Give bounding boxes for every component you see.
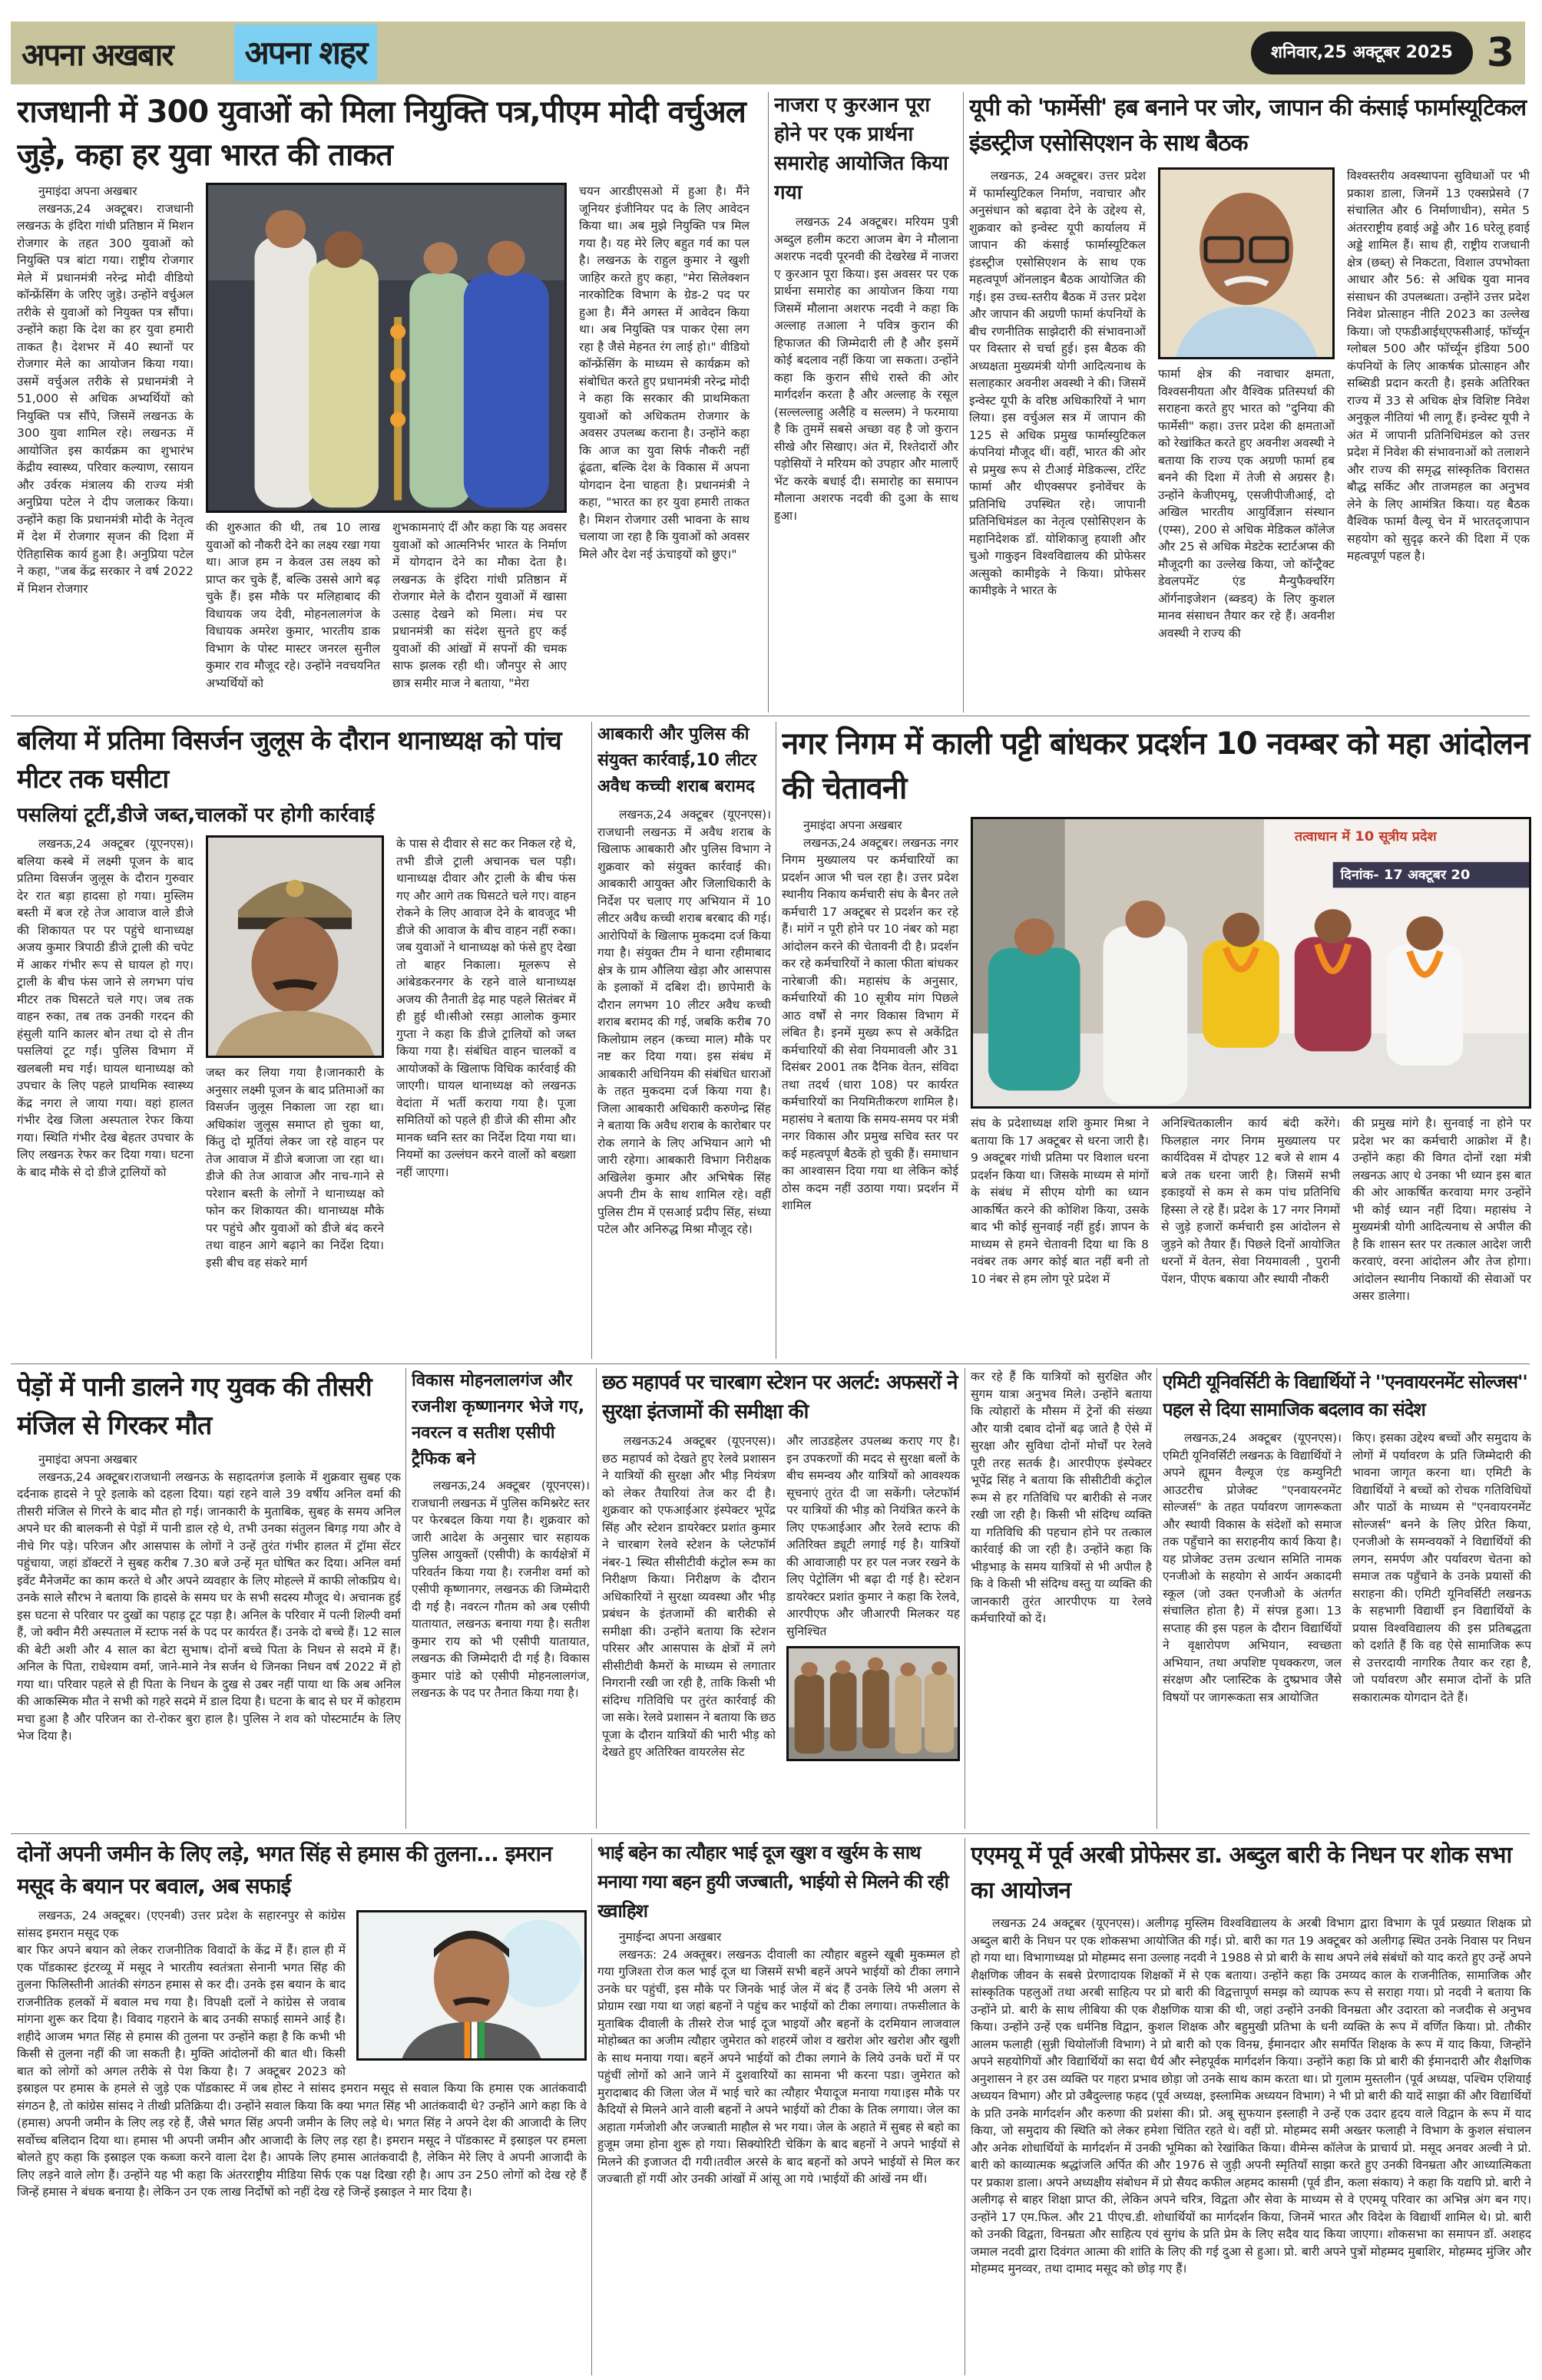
article-body-col2: संघ के प्रदेशाध्यक्ष शशि कुमार मिश्रा ने बताया कि 17 अक्टूबर से धरना जारी है। 9 अक्टूबर गांधी प्रतिमा पर विशाल धरना प्रदर्शन किया था। जिसके माध्यम से मांगों के संबंध में सीएम योगी का ध्यान आकर्षित करने की कोशिश किया, उसके बाद भी कोई सुनवाई नहीं हुई। ज्ञापन के माध्यम से हमने चेतावनी दिया था कि 8 नवंबर तक अगर कोई बात नहीं बनी तो 10 नंबर से हम लोग पूरे प्रदेश में xyxy=(971,1116,1149,1286)
column-divider xyxy=(591,722,592,1359)
article-pharma xyxy=(969,91,1530,711)
headline: यूपी को 'फार्मेसी' हब बनाने पर जोर, जापान की कंसाई फार्मास्यूटिकल इंडस्ट्रीज एसोसिएशन के साथ बैठक xyxy=(969,94,1527,157)
section-divider xyxy=(11,1833,1530,1834)
article-acp xyxy=(412,1368,590,1829)
protest-scene xyxy=(973,819,1529,1106)
headline: आबकारी और पुलिस की संयुक्त कार्रवाई,10 लीटर अवैध कच्ची शराब बरामद xyxy=(597,725,757,796)
headline: पेड़ों में पानी डालने गए युवक की तीसरी मंजिल से गिरकर मौत xyxy=(17,1372,372,1441)
article-body-col4: की प्रमुख मांगे है। सुनवाई ना होने पर प्रदेश भर का कर्मचारी आक्रोश में है। उन्होंने कहा की विगत दोनों रक्षा मंत्री लखनऊ आए थे उनका भी ध्यान इस बात की ओर आकर्षित करवाया मगर उन्होंने भी कोई ध्यान नहीं दिया। महासंघ ने मुख्यमंत्री योगी आदित्यनाथ से अपील की है कि शासन स्तर पर तत्काल आदेश जारी करवाएं, वरना आंदोलन और तेज होगा। आंदोलन स्थानीय निकायों की सेवाओं पर असर डालेगा। xyxy=(1352,1116,1531,1303)
article-amity xyxy=(1163,1368,1531,1829)
headline: नाजरा ए कुरआन पूरा होने पर एक प्रार्थना समारोह आयोजित किया गया xyxy=(774,94,948,204)
section-tag: अपना शहर xyxy=(234,25,378,81)
article-rozgar xyxy=(17,91,762,711)
column-divider xyxy=(591,1838,592,2375)
article-body-col1: लखनऊ,24 अक्टूबर। लखनऊ नगर निगम मुख्यालय पर कर्मचारियों का प्रदर्शन आज भी चल रहा है। उत्तर प्रदेश स्थानीय निकाय कर्मचारी संघ के बैनर तले कर्मचारी 17 अक्टूबर से प्रदर्शन कर रहे हैं। मांगें न पूरी होने पर 10 नंबर को महा आंदोलन करने की चेतावनी दी है। प्रदर्शन कर रहे कर्मचारियों ने काला फीता बांधकर नारेबाजी की। महासंघ के अनुसार, कर्मचारियों की 10 सूत्रीय मांग पिछले आठ वर्षों से नगर विकास विभाग में लंबित है। इनमें मुख्य रूप से अकेंद्रित कर्मचारियों की सेवा नियमावली और 31 दिसंबर 2001 तक दैनिक वेतन, संविदा तथा तदर्थ (धारा 108) पर कार्यरत कर्मचारियों का नियमितीकरण शामिल है। महासंघ ने बताया कि समय-समय पर मंत्री नगर विकास और प्रमुख सचिव स्तर पर कई महत्वपूर्ण बैठकें हो चुकी हैं। समाधान का आश्वासन दिया गया था लेकिन कोई ठोस कदम नहीं उठाया गया। प्रदर्शन में शामिल xyxy=(782,835,958,1212)
article-amu xyxy=(971,1838,1531,2375)
byline: नुमाइंदा अपना अखबार xyxy=(38,1453,137,1466)
article-body-col1: बार फिर अपने बयान को लेकर राजनीतिक विवादों के केंद्र में हैं। हाल ही में एक पॉडकास्ट इंटरव्यू में मसूद ने भारतीय स्वतंत्रता सेनानी भगत सिंह की तुलना फिलिस्तीनी आतंकी संगठन हमास से कर दी। उनके इस बयान के बाद राजनीतिक हलकों में बवाल मच गया है। विपक्षी दलों ने कांग्रेस से जवाब मांगना शुरू कर दिया है। विवाद गहराने के बाद उनकी सफाई सामने आई है। शहीदे आजम भगत सिंह से हमास की तुलना पर उन्होंने कहा है कि कभी भी किसी से तुलना नहीं की xyxy=(17,1943,346,2061)
police-inspection-scene xyxy=(789,1648,958,1759)
article-body: लखनऊ,24 अक्टूबर (यूएनएस)। राजधानी लखनऊ में पुलिस कमिश्नरेट स्तर पर फेरबदल किया गया है। शुक्रवार को जारी आदेश के अनुसार चार सहायक पुलिस आयुक्तों (एसीपी) के कार्यक्षेत्रों में परिवर्तन किया गया है। रजनीश वर्मा को एसीपी कृष्णानगर, लखनऊ की जिम्मेदारी दी गई है। नवरत्न गौतम को अब एसीपी यातायात, लखनऊ बनाया गया है। सतीश कुमार राय को भी एसीपी यातायात, लखनऊ की जिम्मेदारी दी गई है। विकास कुमार पांडे को एसीपी मोहनलालगंज, लखनऊ के पद पर तैनात किया गया है। xyxy=(412,1479,590,1700)
banner-text-2: दिनांक- 17 अक्टूबर 20 xyxy=(1340,868,1471,883)
article-body: लखनऊ,24 अक्टूबर।राजधानी लखनऊ के सहादतगंज इलाके में शुक्रवार सुबह एक दर्दनाक हादसे ने पूरे इलाके को दहला दिया। यहां रहने वाले 39 वर्षीय अनिल वर्मा की तीसरी मंजिल से गिरने के बाद मौत हो गई। जानकारी के मुताबिक, सुबह के समय अनिल अपने घर की बालकनी से पेड़ों में पानी डाल रहे थे, तभी उनका संतुलन बिगड़ गया और वे नीचे गिर पड़े। परिजन और आसपास के लोगों ने उन्हें तुरंत गंभीर हालत में ट्रॉमा सेंटर पहुंचाया, जहां डॉक्टरों ने सुबह करीब 7.30 बजे उन्हें मृत घोषित कर दिया। अनिल वर्मा इवेंट मैनेजमेंट का काम करते थे और अपने व्यवहार के लिए मोहल्ले में काफी लोकप्रिय थे। उनके साले सौरभ ने बताया कि हादसे के समय घर के सभी सदस्य मौजूद थे। अचानक हुई इस घटना से परिवार पर दुखों का पहाड़ टूट पड़ा है। अनिल के परिवार में पत्नी शिल्पी वर्मा हैं, जो क्वीन मैरी अस्पताल में स्टाफ नर्स के पद पर कार्यरत हैं। उनके दो बच्चे हैं। 12 साल की बेटी अशी और 4 साल का बेटा सुभाष। दोनों बच्चे पिता के निधन से सदमे में हैं। अनिल के पिता, राधेश्याम वर्मा, जाने-माने नेत्र सर्जन थे जिनका निधन वर्ष 2022 में हो गया था। परिवार पहले से ही पिता के निधन के दुख से उबर नहीं पाया था कि अब अनिल की आकस्मिक मौत ने सभी को गहरे सदमे में डाल दिया है। घटना के बाद से घर में कोहराम मचा हुआ है और परिजन का रो-रोकर बुरा हाल है। पुलिस ने शव को पोस्टमार्टम के लिए भेज दिया है। xyxy=(17,1469,401,1743)
article-body-col2: और लाउडहेलर उपलब्ध कराए गए है। इन उपकरणों की मदद से सुरक्षा बलों के बीच समन्वय और यात्रियों को आवश्यक सूचनाएं तुरंत दी जा सकेंगी। प्लेटफॉर्म पर यात्रियों की भीड़ को नियंत्रित करने के लिए एफआईआर और रेलवे स्टाफ की अतिरिक्त ड्यूटी लगाई गई है। यात्रियों की आवाजाही पर हर पल नजर रखने के लिए पेट्रोलिंग भी बढ़ा दी गई है। स्टेशन डायरेक्टर प्रशांत कुमार ने कहा कि रेलवे, आरपीएफ और जीआरपी मिलकर यह सुनिश्चित xyxy=(786,1434,960,1638)
article-body: लखनऊ,24 अक्टूबर (यूएनएस)। राजधानी लखनऊ में अवैध शराब के खिलाफ आबकारी और पुलिस विभाग ने शुक्रवार को संयुक्त कार्रवाई की। आबकारी आयुक्त और जिलाधिकारी के निर्देश पर चलाए गए अभियान में 10 लीटर अवैध कच्ची शराब बरबाद की गई। आरोपियों के खिलाफ मुकदमा दर्ज किया गया है। संयुक्त टीम ने थाना रहीमाबाद क्षेत्र के ग्राम औलिया खेड़ा और आसपास के इलाकों में दबिश दी। छापेमारी के दौरान लगभग 10 लीटर अवैध कच्ची शराब बरामद की गई, जबकि करीब 70 किलोग्राम लहन (कच्चा माल) मौके पर नष्ट कर दिया गया। इस संबंध में आबकारी अधिनियम की संबंधित धाराओं के तहत मुकदमा दर्ज किया गया है। जिला आबकारी अधिकारी करुणेन्द्र सिंह ने बताया कि अवैध शराब के कारोबार पर रोक लगाने के लिए अभियान आगे भी जारी रहेगा। आबकारी विभाग निरीक्षक अखिलेश कुमार और अभिषेक सिंह अपनी टीम के साथ शामिल रहे। वहीं पुलिस टीम में एसआई प्रदीप सिंह, संध्या पटेल और अनिरुद्ध मिश्रा मौजूद रहे। xyxy=(597,808,771,1236)
subheadline: पसलियां टूटीं,डीजे जब्त,चालकों पर होगी कार्रवाई xyxy=(17,804,375,827)
article-lead: लखनऊ, 24 अक्टूबर। (एएनबी) उत्तर प्रदेश के सहारनपुर से कांग्रेस सांसद इमरान मसूद एक xyxy=(17,1909,346,1940)
article-quran xyxy=(774,91,958,711)
headline: एएमयू में पूर्व अरबी प्रोफेसर डा. अब्दुल बारी के निधन पर शोक सभा का आयोजन xyxy=(971,1842,1512,1904)
headline: राजधानी में 300 युवाओं को मिला नियुक्ति पत्र,पीएम मोदी वर्चुअल जुड़े, कहा हर युवा भारत की ताकत xyxy=(17,94,746,173)
byline: नुमाइंदा अपना अखबार xyxy=(803,818,902,832)
column-divider xyxy=(963,92,964,712)
article-ped xyxy=(17,1368,401,1829)
speaker-portrait xyxy=(359,1912,584,2058)
article-body-col1: लखनऊ,24 अक्टूबर। राजधानी लखनऊ के इंदिरा गांधी प्रतिष्ठान में मिशन रोजगार के तहत 300 युवाओं को नियुक्ति पत्र बांटा गया। राष्ट्रीय रोजगार मेले में प्रधानमंत्री नरेन्द्र मोदी वीडियो कॉन्फ्रेंसिंग के जरिए जुड़े। उन्होंने वर्चुअल तरीके से युवाओं को नियुक्त पत्र सौंपा। उन्होंने कहा कि देश का हर युवा हमारी ताकत है। देशभर में 40 स्थानों पर रोजगार मेले का आयोजन किया गया। उसमें वर्चुअल तरीके से प्रधानमंत्री ने 51,000 से अधिक अभ्यर्थियों को नियुक्ति पत्र सौंपे, जिसमें लखनऊ के 300 युवा शामिल रहे। लखनऊ में आयोजित इस कार्यक्रम का शुभारंभ केंद्रीय स्वास्थ्य, परिवार कल्याण, रसायन और उर्वरक मंत्रालय की राज्य मंत्री अनुप्रिया पटेल ने दीप जलाकर किया। उन्होंने कहा कि प्रधानमंत्री मोदी के नेतृत्व में देश में रोजगार सृजन की दिशा में ऐतिहासिक कार्य हुआ है। अनुप्रिया पटेल ने कहा, "जब केंद्र सरकार ने वर्ष 2022 में मिशन रोजगार xyxy=(17,201,194,596)
issue-date: शनिवार,25 अक्टूबर 2025 xyxy=(1251,31,1473,74)
article-masood xyxy=(17,1838,587,2375)
column-divider xyxy=(596,1368,597,1829)
police-officer-portrait xyxy=(208,838,382,1056)
article-body: लखनऊ 24 अक्टूबर। मरियम पुत्री अब्दुल हलीम कटरा आजम बेग ने मौलाना अशरफ नदवी पूरनवी की देखरेख में नाजरा ए कुरआन पूरा किया। इस अवसर पर एक प्रार्थना समारोह का आयोजन किया गया जिसमें मौलाना अशरफ नदवी ने कहा कि अल्लाह तआला ने पवित्र कुरान की हिफाजत की जिम्मेदारी ली है और इसमें कोई बदलाव नहीं किया जा सकता। उन्होंने कहा कि कुरान सीधे रास्ते की ओर मार्गदर्शन करता है और अल्लाह के रसूल (सल्लल्लाहु अलैहि व सल्लम) ने फरमाया है कि तुममें सबसे अच्छा वह है जो कुरान सीखे और सिखाए। अंत में, रिश्तेदारों और पड़ोसियों ने मरियम को उपहार और मालाएँ भेंट करके बधाई दी। समारोह का समापन मौलाना अशरफ नदवी की दुआ के साथ हुआ। xyxy=(774,215,958,523)
event-photo xyxy=(206,183,567,513)
article-chhath-continued xyxy=(971,1368,1152,1829)
portrait-photo xyxy=(1158,167,1335,359)
masood-photo xyxy=(356,1910,587,2061)
headline: विकास मोहनलालगंज और रजनीश कृष्णानगर भेजे गए, नवरत्न व सतीश एसीपी ट्रैफिक बने xyxy=(412,1371,585,1469)
article-body-col1: लखनऊ, 24 अक्टूबर। उत्तर प्रदेश में फार्मास्युटिकल निर्माण, नवाचार और अनुसंधान को बढ़ावा देने के उद्देश्य से, शुक्रवार को इन्वेस्ट यूपी कार्यालय में जापान की कंसाई फार्मास्यूटिकल इंडस्ट्रीज एसोसिएशन के साथ एक महत्वपूर्ण ऑनलाइन बैठक आयोजित की गई। इस उच्च-स्तरीय बैठक में उत्तर प्रदेश और जापान की अग्रणी फार्मा कंपनियों के बीच रणनीतिक साझेदारी की संभावनाओं पर विस्तार से चर्चा हुई। इस बैठक की अध्यक्षता मुख्यमंत्री योगी आदित्यनाथ के सलाहकार अवनीश अवस्थी ने की। जिसमें इन्वेस्ट यूपी के वरिष्ठ अधिकारियों ने भाग लिया। इस वर्चुअल सत्र में जापान की 125 से अधिक प्रमुख फार्मास्युटिकल कंपनियां मौजूद थीं। वहीं, भारत की ओर से प्रमुख रूप से टीआई मेडिकल्स, टॉरेंट फार्मा और थीएक्सपर इनोवेंचर के प्रतिनिधि उपस्थित रहे। जापानी प्रतिनिधिमंडल का नेतृत्व एसोसिएशन के महानिदेशक डॉ. योशिकाजु हयाशी और चुओ गाकुइन विश्वविद्यालय की प्रोफेसर अत्सुको कामीइके ने किया। प्रोफेसर कामीइके ने भारत के xyxy=(969,169,1146,597)
article-body-col3: शुभकामनाएं दीं और कहा कि यह अवसर युवाओं को आत्मनिर्भर भारत के निर्माण में योगदान देने का मौका देता है। लखनऊ के इंदिरा गांधी प्रतिष्ठान में रोजगार मेले के दौरान युवाओं में खासा उत्साह देखने को मिला। मंच पर प्रधानमंत्री का संदेश सुनते हुए कई युवाओं की आंखों में सपनों की चमक साफ झलक रही थी। जौनपुर से आए छात्र समीर माज ने बताया, "मेरा xyxy=(392,521,567,690)
column-divider xyxy=(1156,1368,1157,1829)
masthead xyxy=(11,21,1525,84)
lamp-lighting-photo xyxy=(208,185,564,511)
byline: नुमाईन्दा अपना अखबार xyxy=(619,1930,722,1944)
article-body-col3: कर रहे हैं कि यात्रियों को सुरक्षित और सुगम यात्रा अनुभव मिले। उन्होंने बताया कि त्योहारों के मौसम में ट्रेनों की संख्या और यात्री दबाव दोनों बढ़ जाते है ऐसे में सुरक्षा और सुविधा दोनों मोर्चों पर रेलवे पूरी तरह सतर्क है। आरपीएफ इंस्पेक्टर भूपेंद्र सिंह ने बताया कि सीसीटीवी कंट्रोल रूम से हर गतिविधि पर बारीकी से नजर रखी जा रही है। किसी भी संदिग्ध व्यक्ति या गतिविधि की पहचान होने पर तत्काल कार्रवाई की जा रही है। उन्होंने कहा कि भीड़भाड़ के समय यात्रियों से भी अपील है कि वे किसी भी संदिग्ध वस्तु या व्यक्ति की जानकारी तुरंत आरपीएफ या रेलवे कर्मचारियों को दें। xyxy=(971,1370,1152,1625)
officer-photo xyxy=(206,835,384,1058)
article-body-col1: लखनऊ24 अक्टूबर (यूएनएस)। छठ महापर्व को देखते हुए रेलवे प्रशासन ने यात्रियों की सुरक्षा और भीड़ नियंत्रण को लेकर तैयारियां तेज कर दी है। शुक्रवार को एफआईआर इंस्पेक्टर भूपेंद्र सिंह और स्टेशन डायरेक्टर प्रशांत कुमार ने चारबाग रेलवे स्टेशन के प्लेटफॉर्म नंबर-1 स्थित सीसीटीवी कंट्रोल रूम का निरीक्षण किया। निरीक्षण के दौरान अधिकारियों ने सुरक्षा व्यवस्था और भीड़ प्रबंधन के इंतजामों की बारीकी से समीक्षा की। उन्होंने बताया कि स्टेशन परिसर और आसपास के क्षेत्रों में लगे सीसीटीवी कैमरों के माध्यम से लगातार निगरानी रखी जा रही है, ताकि किसी भी संदिग्ध गतिविधि पर तुरंत कार्रवाई की जा सके। रेलवे प्रशासन ने बताया कि छठ पूजा के दौरान यात्रियों की भारी भीड़ को देखते हुए अतिरिक्त वायरलेस सेट xyxy=(602,1434,776,1759)
headline: बलिया में प्रतिमा विसर्जन जुलूस के दौरान थानाध्यक्ष को पांच मीटर तक घसीटा xyxy=(17,726,561,795)
article-body-col2: किए। इसका उद्देश्य बच्चों और समुदाय के लोगों में पर्यावरण के प्रति जिम्मेदारी की भावना जागृत करना था। एमिटी के विद्यार्थियों ने बच्चों को रोचक गतिविधियों और पाठों के माध्यम से "एनवायरनमेंट सोल्जर्स" बनने के लिए प्रेरित किया, एनजीओ के समन्वयकों ने विद्यार्थियों की लगन, समर्पण और पर्यावरण चेतना को समाज तक पहुँचाने के उनके प्रयासों की सराहना की। एमिटी यूनिवर्सिटी लखनऊ के सहभागी विद्यार्थी इन विद्यार्थियों के प्रयास विश्वविद्यालय की इस प्रतिबद्धता को दर्शाते हैं कि वह ऐसे सामाजिक रूप से उत्तरदायी नागरिक तैयार कर रहा है, जो पर्यावरण और समाज दोनों के प्रति सकारात्मक योगदान देते हैं। xyxy=(1352,1431,1531,1704)
article-body-col3: अनिश्चितकालीन कार्य बंदी करेंगे। फिलहाल नगर निगम मुख्यालय पर कार्यदिवस में दोपहर 12 बजे से शाम 4 बजे तक धरना जारी है। जिसमें सभी इकाइयों से कम से कम पांच प्रतिनिधि हिस्सा ले रहे हैं। प्रदेश के 17 नगर निगमों से जुड़े हजारों कर्मचारी इस आंदोलन से जुड़ने को तैयार हैं। पिछले दिनों आयोजित धरनों में वेतन, सेवा नियमावली , पुरानी पेंशन, पीएफ बकाया और स्थायी नौकरी xyxy=(1161,1116,1340,1286)
article-body-col3: विश्वस्तरीय अवस्थापना सुविधाओं पर भी प्रकाश डाला, जिनमें 13 एक्सप्रेसवे (7 संचालित और 6 निर्माणाधीन), समेत 5 अंतरराष्ट्रीय हवाई अड्डे और 16 घरेलू हवाई अड्डे शामिल हैं। साथ ही, राष्ट्रीय राजधानी क्षेत्र (छब्त्) से निकटता, विशाल उपभोक्ता आधार और 56: से अधिक युवा मानव संसाधन की उपलब्धता। उन्होंने उत्तर प्रदेश निवेश प्रोत्साहन नीति 2023 का उल्लेख किया। जो एफडीआईध्एफसीआई, फॉर्च्यून ग्लोबल 500 और फॉर्च्यून इंडिया 500 कंपनियों के लिए आकर्षक प्रोत्साहन और सब्सिडी प्रदान करती है। इसके अतिरिक्त राज्य में 33 से अधिक क्षेत्र विशिष्ट निवेश अनुकूल नीतियां भी लागू हैं। इन्वेस्ट यूपी ने अंत में जापानी प्रतिनिधिमंडल को उत्तर प्रदेश में निवेश की संभावनाओं को तलाशने और राज्य की समृद्ध सांस्कृतिक विरासत बौद्ध सर्किट और ताजमहल का अनुभव लेने के लिए आमंत्रित किया। यह बैठक वैश्विक फार्मा वैल्यू चेन में भारतदृजापान सहयोग को सुदृढ़ करने की दिशा में एक महत्वपूर्ण पहल है। xyxy=(1347,169,1530,563)
article-body-col4: चयन आरडीएसओ में हुआ है। मैंने जूनियर इंजीनियर पद के लिए आवेदन किया था। अब मुझे नियुक्ति पत्र मिल गया है। यह मेरे लिए बहुत गर्व का पल है। लखनऊ के राहुल कुमार ने खुशी जाहिर करते हुए कहा, "मेरा सिलेक्शन नारकोटिक विभाग के ग्रेड-2 पद पर हुआ है। मैंने अगस्त में आवेदन किया था। अब नियुक्ति पत्र पाकर ऐसा लग रहा है जैसे मेहनत रंग लाई हो।" वीडियो कॉन्फ्रेंसिंग के माध्यम से कार्यक्रम को संबोधित करते हुए प्रधानमंत्री नरेन्द्र मोदी ने कहा कि सरकार की प्राथमिकता युवाओं को अधिकतम रोजगार के अवसर उपलब्ध कराना है। उन्होंने कहा कि आज का युवा सिर्फ नौकरी नहीं ढूंढता, बल्कि देश के विकास में अपना योगदान देना चाहता है। प्रधानमंत्री ने कहा, "भारत का हर युवा हमारी ताकत है। मिशन रोजगार उसी भावना के साथ चलाया जा रहा है कि युवाओं को अवसर मिले और देश नई ऊंचाइयों को छुए।" xyxy=(579,184,749,561)
headline: भाई बहेन का त्यौहार भाई दूज खुश व खुर्रम के साथ मनाया गया बहन हुयी जज्बाती, भाईयो से मिलने की रही ख्वाहिश xyxy=(597,1842,948,1922)
article-body-col1: लखनऊ,24 अक्टूबर (यूएनएस)। बलिया कस्बे में लक्ष्मी पूजन के बाद प्रतिमा विसर्जन जुलूस के दौरान गुरुवार देर रात बड़ा हादसा हो गया। मुस्लिम बस्ती में बज रहे तेज आवाज वाले डीजे की शिकायत पर पर पहुंचे थानाध्यक्ष अजय कुमार त्रिपाठी डीजे ट्राली की चपेट में आकर गंभीर रूप से घायल हो गए। ट्राली के बीच फंस जाने से लगभग पांच मीटर तक घिसटते चले गए। जब तक वाहन रुका, तब तक उनकी गरदन की हंसुली यानि कालर बोन तथा दो से तीन पसलियां टूट गईं। पुलिस विभाग में खलबली मच गई। घायल थानाध्यक्ष को उपचार के लिए पहले प्राथमिक स्वास्थ्य केंद्र नगरा ले जाया गया। वहां हालत गंभीर देख जिला अस्पताल रेफर किया गया। स्थिति गंभीर देख बेहतर उपचार के लिए लखनऊ रेफर कर दिया गया। घटना के बाद मौके से दो डीजे ट्रालियों को xyxy=(17,837,194,1179)
paper-name: अपना अखबार xyxy=(22,37,173,73)
article-body: लखनऊ: 24 अक्तूबर। लखनऊ दीवाली का त्यौहार बहुस्ने खूबी मुकम्मल हो गया गुजिश्ता रोज कल भाई दूज था जिसमें सभी बहनें अपने भाईयों को टीका लगाने उनके घर पहुंचीं, इस मौके पर जिनके भाई जेल में बंद हैं उनके लिये भी अलग से प्रोग्राम रखा गया था जहां बहनों ने पहुंच कर भाईयों को टीका लगाया। तफसीलात के मुताबिक दीवाली के तीसरे रोज भाई दूज भाइयों और बहनों के दरमियान लाजवाल मोहोब्बत का अजीम त्यौहार जुमेरात को शहरमें जोश व खरोश ओर खरोश और खुशी के साथ मनाया गया। बहनें अपने भाईयों को टीका लगाने के लिये उनके घरों में पर पहुंचीं लोगों को आने जाने में दुशवारियों का सामना भी करना पडा। जुमेरात को मुरादाबाद की जिला जेल में भाई चारे का त्यौहार भैयादूज मनाया गया।इस मौके पर कैदियों से मिलने आने वाली बहनों ने अपने भाईयों को टीका के तिक लगाया। जेल का अहाता गर्मजोशी और जज्बाती माहौल से भर गया। जेल के अहाते में सुबह से बहो का हुजूम जमा होना शुरू हो गया। सिक्योरिटी चेकिंग के बाद बहनों ने अपने भाईयों से मिलने की इजाजत दी गयी।तवील अरसे के बाद बहनों को अपने भाईयों से मिल कर जज्बाती हों गयीं ओर उनकी आंखों में आंसू आ गये ।भाईयों की आंखें नम थीं। xyxy=(597,1947,960,2186)
article-body-col3: के पास से दीवार से सट कर निकल रहे थे, तभी डीजे ट्राली अचानक चल पड़ी। थानाध्यक्ष दीवार और ट्राली के बीच फंस गए और आगे तक घिसटते चले गए। वाहन रोकने के लिए आवाज देने के बावजूद भी डीजे की आवाज के बीच वाहन नहीं रुका। जब युवाओं ने थानाध्यक्ष को फंसे हुए देखा तो बाहर निकाला। मूलरूप से आंबेडकरनगर के रहने वाले थानाध्यक्ष अजय की तैनाती डेढ़ माह पहले सितंबर में ही हुई थी।सीओ रसड़ा आलोक कुमार गुप्ता ने कहा कि डीजे ट्रालियों को जब्त किया गया है। संबंधित वाहन चालकों व आयोजकों के खिलाफ विधिक कार्रवाई की जाएगी। घायल थानाध्यक्ष को लखनऊ वेदांता में भर्ती कराया गया है। पूजा समितियों को पहले ही डीजे की सीमा और मानक ध्वनि स्तर का निर्देश दिया गया था। नियमों का उल्लंघन करने वालों को बख्शा नहीं जाएगा। xyxy=(396,837,576,1179)
headline: दोनों अपनी जमीन के लिए लड़े, भगत सिंह से हमास की तुलना... इमरान मसूद के बयान पर बवाल, अब सफाई xyxy=(17,1841,552,1899)
station-photo xyxy=(786,1646,960,1761)
article-abkari xyxy=(597,722,771,1359)
banner-text-1: तत्वाधान में 10 सूत्रीय प्रदेश xyxy=(1294,829,1437,845)
article-body-col2: फार्मा क्षेत्र की नवाचार क्षमता, विश्वसनीयता और वैश्विक प्रतिस्पर्धा की सराहना करते हुए भारत को "दुनिया की फार्मेसी" कहा। उत्तर प्रदेश की क्षमताओं को रेखांकित करते हुए अवनीश अवस्थी ने बताया कि राज्य एक अग्रणी फार्मा हब बनने की दिशा में तेजी से अग्रसर है। उन्होंने केजीएमयू, एसजीपीजीआई, दो अखिल भारतीय आयुर्विज्ञान संस्थान (एम्स), 200 से अधिक मेडिकल कॉलेज और 25 से अधिक मेडटेक स्टार्टअप्स की मौजूदगी का उल्लेख किया, जो कॉन्ट्रैक्ट डेवलपमेंट एंड मैन्युफैक्चरिंग ऑर्गनाइजेशन (ब्क्डव्) के लिए कुशल मानव संसाधन तैयार कर रहे हैं। अवनीश अवस्थी ने राज्य की xyxy=(1158,367,1335,640)
article-chhath xyxy=(602,1368,960,1829)
headline: नगर निगम में काली पट्टी बांधकर प्रदर्शन 10 नवम्बर को महा आंदोलन की चेतावनी xyxy=(782,726,1530,806)
byline: नुमाइंदा अपना अखबार xyxy=(38,184,137,198)
official-portrait xyxy=(1160,170,1332,357)
article-body-col1: लखनऊ,24 अक्टूबर (यूएनएस)। एमिटी यूनिवर्सिटी लखनऊ के विद्यार्थियों ने अपने ह्यूमन वैल्यूज एंड कम्युनिटी आउटरीच प्रोजेक्ट "एनवायरनमेंट सोल्जर्स" के तहत पर्यावरण जागरूकता और स्थायी विकास के संदेशों को समाज तक पहुँचाने का सराहनीय कार्य किया है। यह प्रोजेक्ट उत्तम उत्थान समिति नामक एनजीओ के सहयोग से आर्यन अकादमी स्कूल (जो उक्त एनजीओ के अंतर्गत संचालित होता है) में संपन्न हुआ। 13 सप्ताह की इस पहल के दौरान विद्यार्थियों ने वृक्षारोपण अभियान, स्वच्छता अभियान, तथा अपशिष्ट पृथक्करण, जल संरक्षण और प्लास्टिक के दुष्प्रभाव जैसे विषयों पर जागरूकता सत्र आयोजित xyxy=(1163,1431,1342,1704)
article-ballia xyxy=(17,722,587,1359)
headline: छठ महापर्व पर चारबाग स्टेशन पर अलर्ट: अफसरों ने सुरक्षा इंतजामों की समीक्षा की xyxy=(602,1371,958,1423)
article-body-col2: की शुरुआत की थी, तब 10 लाख युवाओं को नौकरी देने का लक्ष्य रखा गया था। आज हम न केवल उस लक्ष्य को प्राप्त कर चुके हैं, बल्कि उससे आगे बढ़ चुके हैं। इस मौके पर मलिहाबाद की विधायक जय देवी, मोहनलालगंज के विधायक अमरेश कुमार, भारतीय डाक विभाग के पोस्ट मास्टर जनरल सुनील कुमार राव मौजूद रहे। उन्होंने नवचयनित अभ्यर्थियों को xyxy=(206,521,380,690)
headline: एमिटी यूनिवर्सिटी के विद्यार्थियों ने ''एनवायरनमेंट सोल्जस'' पहल से दिया सामाजिक बदलाव का संदेश xyxy=(1163,1371,1527,1420)
article-nagar-nigam xyxy=(782,722,1531,1359)
article-body-rest: जा सकती है। मुक्ति आंदोलनों की बात थी। किसी बात को लोगों को अगल तरीके से पेश किया है। 7 अक्टूबर 2023 को इस्राइल पर हमास के हमले से जुड़े एक पॉडकास्ट में जब होस्ट ने सांसद इमरान मसूद से सवाल किया कि हमास एक आतंकवादी संगठन है, तो कांग्रेस सांसद ने तीखी प्रतिक्रिया दी। उन्होंने सवाल किया कि क्या भगत सिंह भी आतंकवादी थे? उन्होंने आगे कहा कि वे (हमास) अपनी जमीन के लिए लड़ रहे हैं, जैसे भगत सिंह अपनी जमीन के लिए लड़े थे। भगत सिंह ने अपने देश की आजादी के लिए सर्वोच्च बलिदान दिया था। हमास भी अपनी जमीन और आजादी के लिए लड़ रहा है। इमरान मसूद ने पॉडकास्ट में इस्राइल पर हमला बोलते हुए कहा कि इस्राइल एक कब्जा करने वाला देश है। आपके लिए हमास आतंकवादी है, लेकिन मेरे लिए वे अपनी आजादी के लिए लड़ने वाले लोग हैं। उन्होंने यह भी कहा कि अंतरराष्ट्रीय मीडिया सिर्फ एक पक्ष दिखा रही है। आप उन 250 लोगों को देख रहे हैं जिन्हें हमास ने बंधक बनाया है। लेकिन उन एक लाख निर्दोषों को नहीं देख रहे जिन्हें इस्राइल ने मार दिया है। xyxy=(17,2047,587,2199)
page-number: 3 xyxy=(1486,30,1514,76)
column-divider xyxy=(405,1368,406,1829)
protest-photo xyxy=(971,817,1531,1109)
article-body-col2: जब्त कर लिया गया है।जानकारी के अनुसार लक्ष्मी पूजन के बाद प्रतिमाओं का विसर्जन जुलूस निकाला जा रहा था। अधिकांश जुलूस समाप्त हो चुका था, किंतु दो मूर्तियां लेकर जा रहे वाहन पर तेज आवाज में डीजे बजाजा जा रहा था। डीजे की तेज आवाज और नाच-गाने से परेशान बस्ती के लोगों ने थानाध्यक्ष को फोन कर शिकायत की। थानाध्यक्ष मौके पर पहुंचे और युवाओं को डीजे बंद करने तथा वाहन आगे बढ़ाने का निर्देश दिया।इसी बीच वह संकरे मार्ग xyxy=(206,1066,384,1270)
article-body: लखनऊ 24 अक्टूबर (यूएनएस)। अलीगढ़ मुस्लिम विश्वविद्यालय के अरबी विभाग द्वारा विभाग के पूर्व प्रख्यात शिक्षक प्रो अब्दुल बारी के निधन पर एक शोकसभा आयोजित की गई। प्रो. बारी का गत 19 अक्टूबर को अलीगढ़ स्थित उनके निवास पर निधन हो गया था। विभागाध्यक्ष प्रो मोहम्मद सना उल्लाह नदवी ने 1988 से प्रो बारी के साथ अपने लंबे संबंधों को याद करते हुए उन्हें अपने शैक्षणिक जीवन के सबसे प्रेरणादायक शिक्षकों में से एक बताया। उन्होंने कहा कि उमय्यद काल के राजनीतिक, सामाजिक और सांस्कृतिक पहलुओं तथा अरबी साहित्य पर प्रो बारी की विद्वत्तापूर्ण समझ को व्यापक रूप से सराहा गया। प्रो नदवी ने बताया कि उन्होंने प्रो. बारी के साथ लीबिया की एक शैक्षणिक यात्रा की थी, जहां उन्होंने उनकी विनम्रता और उदारता को नजदीक से अनुभव किया। उन्होंने उन्हें एक धर्मनिष्ठ विद्वान, कुशल शिक्षक और बहुमुखी प्रतिभा के धनी व्यक्ति के रूप में वर्णित किया। प्रो. तौकीर आलम फलाही (सुन्नी थियोलॉजी विभाग) ने प्रो बारी को एक विनम्र, ईमानदार और समर्पित शिक्षक के रूप में याद किया, जिन्होंने अपने सहयोगियों और विद्यार्थियों का सदा धैर्य और स्नेहपूर्वक मार्गदर्शन किया। उन्होंने कहा कि प्रो बारी की ईमानदारी और शैक्षणिक अनुशासन ने हर उस व्यक्ति पर गहरा प्रभाव छोड़ा जो उनके साथ काम करता था। प्रो गुलाम मुस्तलीन (पूर्व अध्यक्ष, पश्चिम एशियाई अध्ययन विभाग) और प्रो उबैदुल्लाह फहद (पूर्व अध्यक्ष, इस्लामिक अध्ययन विभाग) ने भी प्रो बारी की यादें साझा कीं और विद्यार्थियों के प्रति उनके मार्गदर्शन और करुणा की प्रशंसा की। प्रो. अबू सुफयान इस्लाही ने उन्हें एक उदार हृदय वाले विद्वान के रूप में याद किया, जो समुदाय की स्थिति को लेकर हमेशा चिंतित रहते थे। वहीं प्रो. मोहम्मद समी अख्तर फलाही ने विभाग के कुशल संचालन और अनेक शोधार्थियों के मार्गदर्शन में उनकी भूमिका को रेखांकित किया। वीमेन्स कॉलेज के प्राचार्य प्रो. मसूद अनवर अल्वी ने प्रो. बारी को काव्यात्मक श्रद्धांजलि अर्पित की और 1976 से जुड़ी अपनी स्मृतियाँ साझा करते हुए उनकी विनम्रता और आध्यात्मिकता पर प्रकाश डाला। अपने अध्यक्षीय संबोधन में प्रो सैयद कफील अहमद कासमी (पूर्व डीन, कला संकाय) ने कहा कि यद्यपि प्रो. बारी ने अलीगढ़ से बाहर शिक्षा प्राप्त की, लेकिन अपने चरित्र, विद्वता और सेवा के माध्यम से वे एएमयू परिवार का अभिन्न अंग बन गए। उन्होंने 17 एम.फिल. और 21 पीएच.डी. शोधार्थियों का मार्गदर्शन किया, जिनमें भारत और विदेश के विद्यार्थी शामिल थे। प्रो. बारी को उनकी विद्वता, विनम्रता और साहित्य एवं सुगंध के प्रति प्रेम के लिए सदैव याद किया जाएगा। शोकसभा का समापन डॉ. अशहद जमाल नदवी द्वारा दिवंगत आत्मा की शांति के लिए की गई दुआ से हुआ। प्रो. बारी अपने पुत्रों मोहम्मद मुबाशिर, मोहम्मद मुंजिर और मोहम्मद मुनव्वर, तथा दामाद मसूद को छोड़ गए हैं। xyxy=(971,1916,1531,2276)
column-divider xyxy=(768,92,769,712)
article-bhai-dooj xyxy=(597,1838,960,2375)
